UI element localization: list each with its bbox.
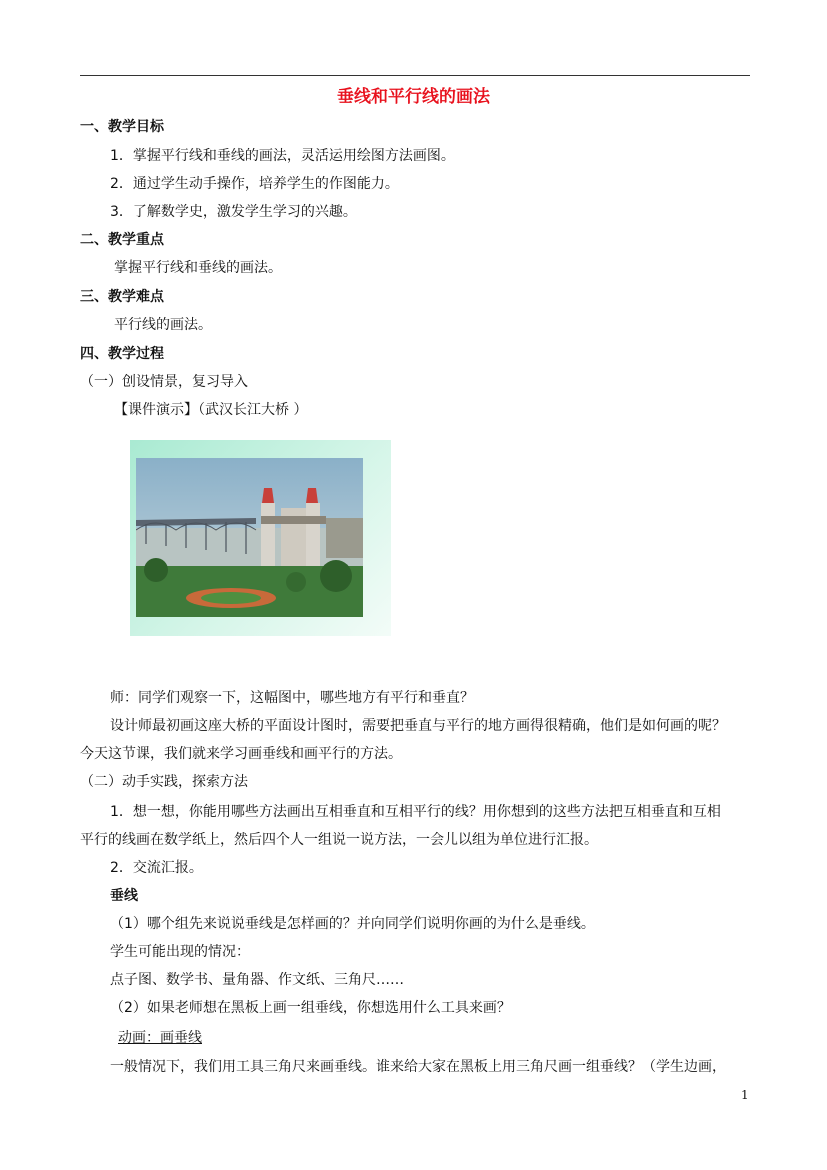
para-observe: 师：同学们观察一下，这幅图中，哪些地方有平行和垂直？ xyxy=(110,690,474,706)
para-think-1: 1．想一想，你能用哪些方法画出互相垂直和互相平行的线？用你想到的这些方法把互相垂直和互相 xyxy=(110,804,721,820)
subheading-practice: （二）动手实践，探索方法 xyxy=(80,774,248,790)
heading-process: 四、教学过程 xyxy=(80,346,164,362)
objective-1: 1．掌握平行线和垂线的画法，灵活运用绘图方法画图。 xyxy=(110,148,455,164)
heading-perpendicular: 垂线 xyxy=(110,888,138,904)
para-think-2: 平行的线画在数学纸上，然后四个人一组说一说方法，一会儿以组为单位进行汇报。 xyxy=(80,832,598,848)
para-report: 2．交流汇报。 xyxy=(110,860,203,876)
courseware-line xyxy=(114,400,307,420)
subheading-intro: （一）创设情景，复习导入 xyxy=(80,374,248,390)
bridge-photo xyxy=(136,458,363,617)
key-points-text: 掌握平行线和垂线的画法。 xyxy=(114,260,282,276)
heading-difficulties: 三、教学难点 xyxy=(80,289,164,305)
heading-objectives: 一、教学目标 xyxy=(80,119,164,135)
courseware-caption: （武汉长江大桥 ） xyxy=(198,402,308,418)
animation-link[interactable]: 动画：画垂线 xyxy=(118,1030,202,1046)
heading-key-points: 二、教学重点 xyxy=(80,232,164,248)
para-designer-1: 设计师最初画这座大桥的平面设计图时，需要把垂直与平行的地方画得很精确，他们是如何画的呢？ xyxy=(110,718,726,734)
page-number: 1 xyxy=(741,1088,749,1102)
para-question-2: （2）如果老师想在黑板上画一组垂线，你想选用什么工具来画？ xyxy=(110,1000,511,1016)
para-tools: 点子图、数学书、量角器、作文纸、三角尺…… xyxy=(110,972,404,988)
page-title: 垂线和平行线的画法 xyxy=(337,87,490,107)
para-triangle: 一般情况下，我们用工具三角尺来画垂线。谁来给大家在黑板上用三角尺画一组垂线？（学生边画， xyxy=(110,1059,726,1075)
courseware-label: 【课件演示】 xyxy=(114,402,198,418)
header-rule xyxy=(80,75,750,76)
para-designer-2: 今天这节课，我们就来学习画垂线和画平行的方法。 xyxy=(80,746,402,762)
para-question-1: （1）哪个组先来说说垂线是怎样画的？并向同学们说明你画的为什么是垂线。 xyxy=(110,916,595,932)
difficulties-text: 平行线的画法。 xyxy=(114,317,212,333)
objective-2: 2．通过学生动手操作，培养学生的作图能力。 xyxy=(110,176,399,192)
objective-3: 3．了解数学史，激发学生学习的兴趣。 xyxy=(110,204,357,220)
bridge-figure xyxy=(130,440,391,636)
para-situations: 学生可能出现的情况： xyxy=(110,944,250,960)
